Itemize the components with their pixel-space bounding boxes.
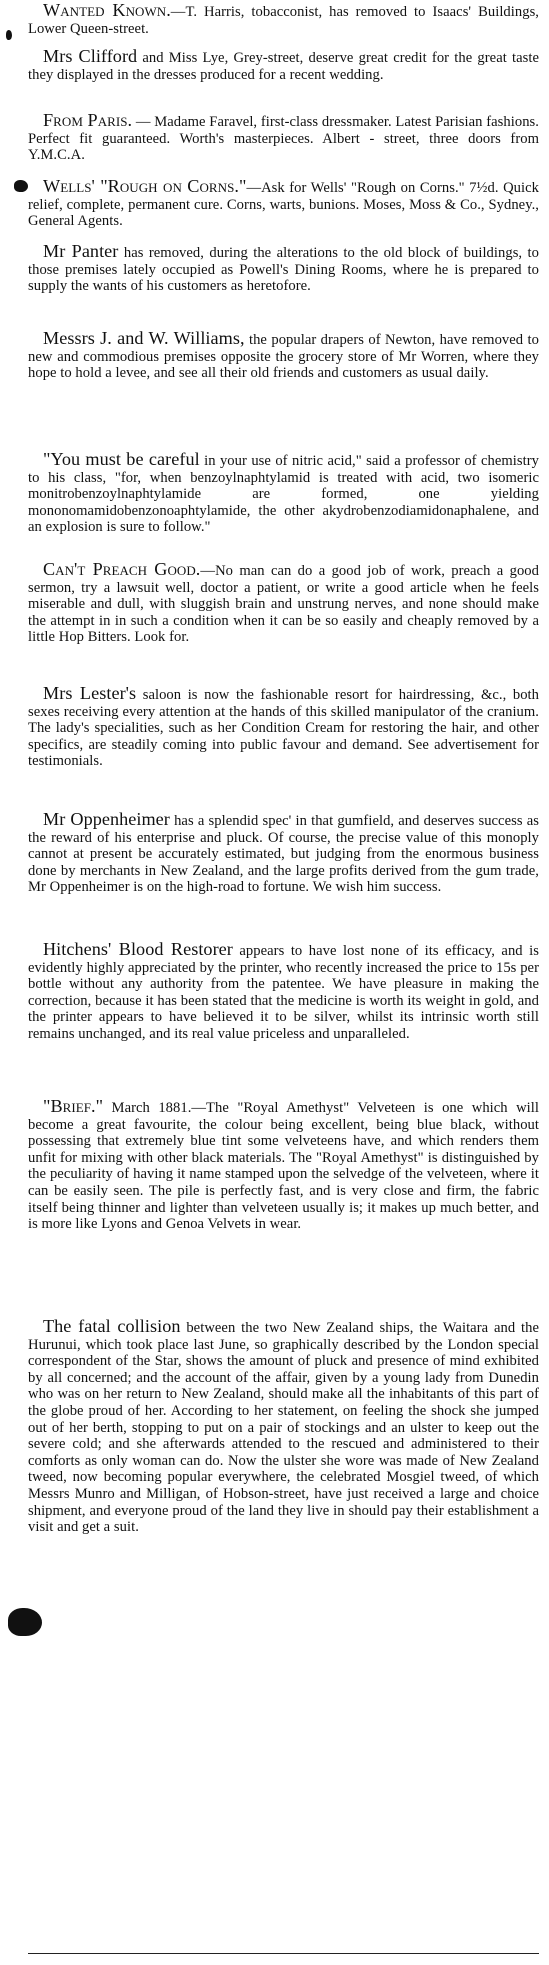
paragraph-lead: Mr Oppenheimer — [43, 809, 170, 829]
paragraph-body: — Madame Faravel, first-class dressmaker. Latest Parisian fashions. Perfect fit guaranteed. Worth's masterpieces. Albert - street, three doors from Y.M.C.A. — [28, 114, 539, 164]
paragraph-body: and Miss Lye, Grey-street, deserve great credit for the great taste they displayed in the dresses produced for a recent wedding. — [28, 50, 540, 83]
paragraph-lead: Can't Preach Good. — [43, 559, 201, 579]
news-paragraph — [28, 941, 539, 1043]
news-paragraph — [28, 330, 539, 382]
paragraph-body: the popular drapers of Newton, have removed to new and commodious premises opposite the grocery store of Mr Worren, where they hope to hold a levee, and see all their old friends and customers as usual daily. — [28, 332, 539, 382]
paragraph-lead: From Paris. — [43, 110, 133, 130]
paragraph-body: saloon is now the fashionable resort for hairdressing, &c., both sexes receiving every attention at the hands of this skilled manipulator of the cranium. The lady's specialities, such as her Condition Cream for restoring the hair, and other specifics, are steadily coming into public favour and demand. See advertisement for testimonials. — [28, 687, 540, 770]
news-paragraph — [28, 243, 539, 295]
news-paragraph — [28, 1318, 539, 1536]
news-paragraph — [28, 48, 539, 83]
paragraph-body: March 1881.—The "Royal Amethyst" Velveteen is one which will become a great favourite, the colour being excellent, being blue black, without possessing that extremely blue tint some velveteens have, and which renders them unfit for mixing with other black materials. The "Royal Amethyst" is distinguished by the peculiarity of having it name stamped upon the selvedge of the velveteen, where it can be easily seen. The pile is perfectly fast, and is very close and firm, the fabric itself being thinner and lighter than velveteen usually is; it makes up much better, and is more like Lyons and Genoa Velvets in wear. — [28, 1100, 539, 1233]
paragraph-lead: Wanted Known. — [43, 0, 171, 20]
news-paragraph — [28, 1098, 539, 1233]
bottom-rule — [28, 1953, 539, 1954]
paragraph-lead: Messrs J. and W. Williams, — [43, 328, 245, 348]
ink-blot — [6, 30, 12, 40]
paragraph-lead: Mr Panter — [43, 241, 119, 261]
paragraph-body: appears to have lost none of its efficacy, and is evidently highly appreciated by the printer, who recently increased the price to 15s per bottle without any authority from the patentee. We have pleasure in making the correction, because it has been stated that the medicine is worth its weight in gold, and the printer appears to have believed it to be silver, whilst its intrinsic worth still remains unchanged, and its real value priceless and unparalleled. — [28, 943, 539, 1042]
paragraph-lead: The fatal collision — [43, 1316, 181, 1336]
paragraph-body: —Ask for Wells' "Rough on Corns." 7½d. Quick relief, complete, permanent cure. Corns, warts, bunions. Moses, Moss & Co., Sydney., General Agents. — [28, 180, 540, 230]
paragraph-body: —No man can do a good job of work, preach a good sermon, try a lawsuit well, doctor a patient, or write a good article when he feels miserable and dull, with sluggish brain and unstrung nerves, and none should make the attempt in in such a condition when it can be so easily and cheaply removed by a little Hop Bitters. Look for. — [28, 563, 539, 646]
paragraph-lead: Mrs Clifford — [43, 46, 138, 66]
paragraph-body: has a splendid spec' in that gumfield, and deserves success as the reward of his enterprise and pluck. Of course, the precise value of this monoply cannot at present be accurately estimated, but judging from the enormous business done by merchants in New Zealand, and the large profits derived from the gum trade, Mr Oppenheimer is on the high-road to fortune. We wish him success. — [28, 813, 539, 896]
news-paragraph — [28, 178, 539, 230]
paragraph-lead: Hitchens' Blood Restorer — [43, 939, 233, 959]
paragraph-lead: "You must be careful — [43, 449, 200, 469]
paragraph-lead: Wells' "Rough on Corns." — [43, 176, 247, 196]
ink-blot — [14, 180, 28, 192]
paragraph-body: in your use of nitric acid," said a professor of chemistry to his class, "for, when benzoylnaphtylamid is treated with acid, two isomeric monitrobenzoylnaphtylamide are formed, one yielding mononomamidobenzonoaphtylamide, the other akydrobenzodiamidonaphalene, and an explosion is sure to follow." — [28, 453, 539, 536]
paragraph-lead: "Brief." — [43, 1096, 104, 1116]
ink-blot — [8, 1608, 42, 1636]
news-paragraph — [28, 811, 539, 896]
news-paragraph — [28, 451, 539, 536]
news-paragraph — [28, 561, 539, 646]
news-paragraph — [28, 112, 539, 164]
news-paragraph — [28, 685, 539, 770]
paragraph-body: —T. Harris, tobacconist, has removed to Isaacs' Buildings, Lower Queen-street. — [28, 4, 539, 37]
paragraph-body: between the two New Zealand ships, the Waitara and the Hurunui, which took place last June, so graphically described by the London special correspondent of the Star, shows the amount of pluck and presence of mind exhibited by all concerned; and the account of the affair, given by a young lady from Dunedin who was on her return to New Zealand, should make all the inhabitants of this part of the globe proud of her. According to her statement, on feeling the shock she jumped out of her berth, stopping to put on a pair of stockings and an ulster to keep out the severe cold; and she afterwards attended to the rescued and administered to their comforts as only woman can do. Now the ulster she wore was made of New Zealand tweed, now becoming popular everywhere, the celebrated Mosgiel tweed, of which Messrs Munro and Milligan, of Hobson-street, have just received a large and choice shipment, and everyone proud of the land they live in should pay their establishment a visit and get a suit. — [28, 1320, 539, 1536]
paragraph-lead: Mrs Lester's — [43, 683, 137, 703]
news-paragraph — [28, 2, 539, 37]
paragraph-body: has removed, during the alterations to the old block of buildings, to those premises lately occupied as Powell's Dining Rooms, where he is prepared to supply the wants of his customers as heretofore. — [28, 245, 539, 295]
